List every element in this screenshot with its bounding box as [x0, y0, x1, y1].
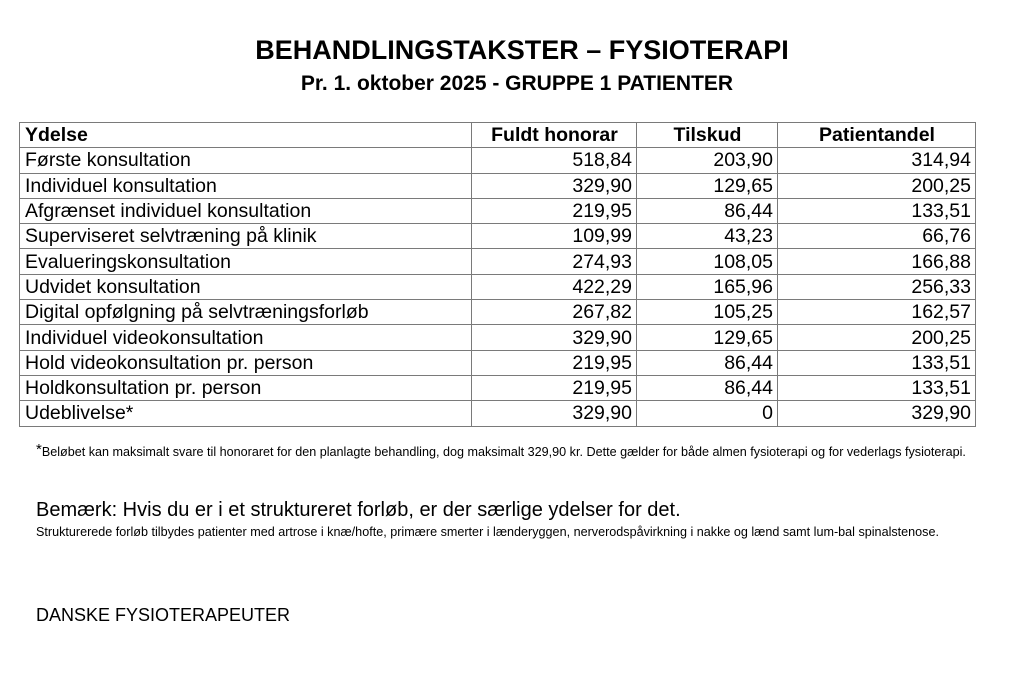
cell-fuldt-honorar: 219,95 [472, 198, 637, 223]
table-row [20, 401, 976, 426]
cell-tilskud: 43,23 [637, 224, 778, 249]
cell-ydelse: Individuel videokonsultation [20, 325, 472, 350]
table-row [20, 325, 976, 350]
footnote [36, 443, 996, 462]
cell-fuldt-honorar: 329,90 [472, 325, 637, 350]
table-header-row [20, 123, 976, 148]
remark-detail: Strukturerede forløb tilbydes patienter med artrose i knæ/hofte, primære smerter i lænderyggen, nerverodspåvirkning i nakke og lænd samt lum-bal spinalstenose. [36, 525, 939, 539]
table-row [20, 375, 976, 400]
table-row [20, 274, 976, 299]
cell-patientandel: 200,25 [778, 325, 976, 350]
cell-tilskud: 86,44 [637, 198, 778, 223]
cell-fuldt-honorar: 109,99 [472, 224, 637, 249]
cell-fuldt-honorar: 422,29 [472, 274, 637, 299]
table-row [20, 148, 976, 173]
cell-ydelse: Evalueringskonsultation [20, 249, 472, 274]
cell-patientandel: 133,51 [778, 375, 976, 400]
cell-tilskud: 105,25 [637, 300, 778, 325]
column-header-patientandel: Patientandel [778, 123, 976, 148]
cell-patientandel: 133,51 [778, 350, 976, 375]
cell-ydelse: Digital opfølgning på selvtræningsforløb [20, 300, 472, 325]
cell-patientandel: 162,57 [778, 300, 976, 325]
table-row [20, 249, 976, 274]
cell-ydelse: Superviseret selvtræning på klinik [20, 224, 472, 249]
cell-ydelse: Hold videokonsultation pr. person [20, 350, 472, 375]
cell-tilskud: 203,90 [637, 148, 778, 173]
cell-tilskud: 129,65 [637, 173, 778, 198]
footnote-text: Beløbet kan maksimalt svare til honoraret for den planlagte behandling, dog maksimalt 329,90 kr. Dette gælder for både almen fysioterapi og for vederlags fysioterapi. [41, 445, 966, 459]
cell-ydelse: Holdkonsultation pr. person [20, 375, 472, 400]
table-row [20, 173, 976, 198]
cell-fuldt-honorar: 274,93 [472, 249, 637, 274]
cell-patientandel: 314,94 [778, 148, 976, 173]
cell-tilskud: 0 [637, 401, 778, 426]
cell-ydelse: Afgrænset individuel konsultation [20, 198, 472, 223]
cell-ydelse: Udeblivelse* [20, 401, 472, 426]
cell-fuldt-honorar: 219,95 [472, 350, 637, 375]
cell-tilskud: 129,65 [637, 325, 778, 350]
cell-ydelse: Udvidet konsultation [20, 274, 472, 299]
column-header-tilskud: Tilskud [637, 123, 778, 148]
cell-tilskud: 86,44 [637, 350, 778, 375]
page-title: BEHANDLINGSTAKSTER – FYSIOTERAPI [255, 35, 789, 65]
cell-fuldt-honorar: 329,90 [472, 173, 637, 198]
page-subtitle: Pr. 1. oktober 2025 - GRUPPE 1 PATIENTER [300, 72, 734, 95]
cell-fuldt-honorar: 219,95 [472, 375, 637, 400]
table-row [20, 350, 976, 375]
cell-fuldt-honorar: 329,90 [472, 401, 637, 426]
cell-fuldt-honorar: 267,82 [472, 300, 637, 325]
table-row [20, 198, 976, 223]
cell-patientandel: 66,76 [778, 224, 976, 249]
rates-table [19, 122, 976, 427]
cell-tilskud: 165,96 [637, 274, 778, 299]
cell-patientandel: 256,33 [778, 274, 976, 299]
cell-patientandel: 133,51 [778, 198, 976, 223]
column-header-fuldt-honorar: Fuldt honorar [472, 123, 637, 148]
cell-patientandel: 200,25 [778, 173, 976, 198]
table-row [20, 224, 976, 249]
cell-fuldt-honorar: 518,84 [472, 148, 637, 173]
cell-patientandel: 166,88 [778, 249, 976, 274]
remark-heading: Bemærk: Hvis du er i et struktureret forløb, er der særlige ydelser for det. [36, 499, 681, 521]
table-row [20, 300, 976, 325]
column-header-ydelse: Ydelse [20, 123, 472, 148]
cell-ydelse: Individuel konsultation [20, 173, 472, 198]
footnote-marker: * [36, 441, 42, 458]
organization-name: DANSKE FYSIOTERAPEUTER [36, 605, 291, 625]
cell-tilskud: 108,05 [637, 249, 778, 274]
cell-ydelse: Første konsultation [20, 148, 472, 173]
cell-patientandel: 329,90 [778, 401, 976, 426]
cell-tilskud: 86,44 [637, 375, 778, 400]
